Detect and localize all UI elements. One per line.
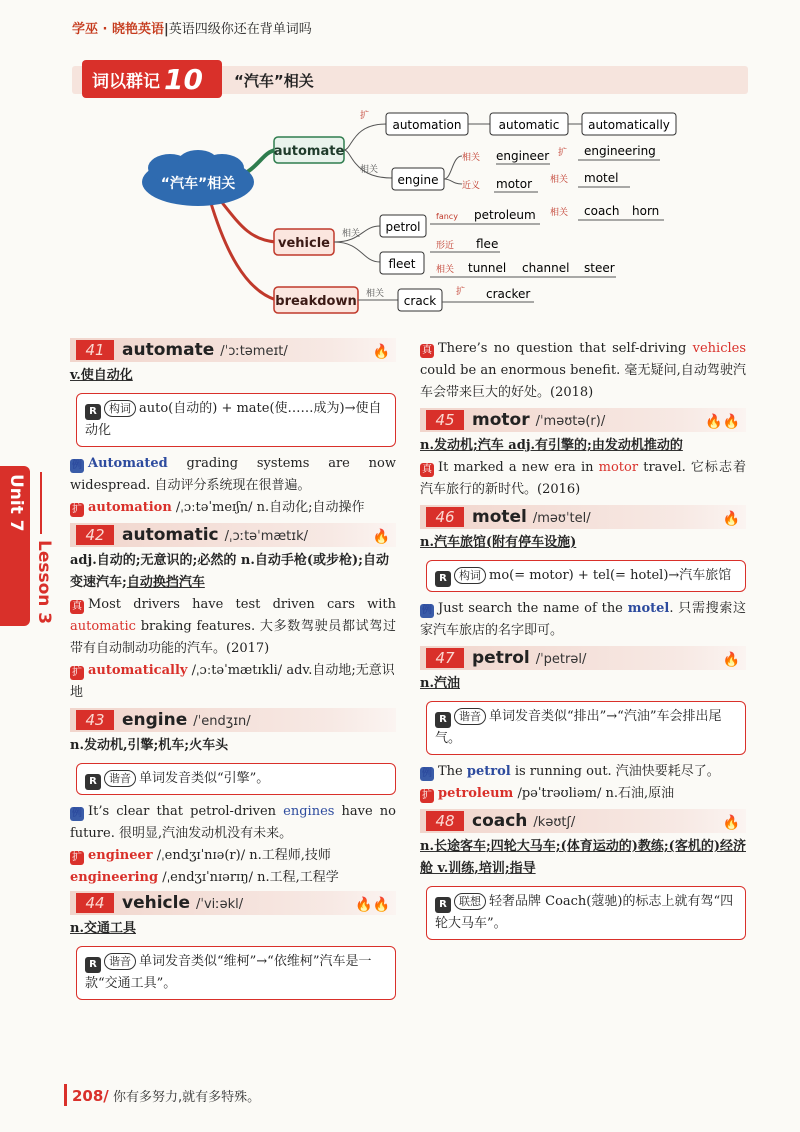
headword: automatic /ˌɔːtəˈmætɪk/: [122, 525, 309, 545]
mm-label-xiangguan-4: 相关: [342, 229, 361, 239]
word-number: 45: [426, 410, 464, 430]
word-header-45: [420, 408, 746, 432]
frequency-flame-icon: 🔥: [372, 529, 390, 545]
definition: n.发动机,引擎;机车;火车头: [70, 738, 229, 753]
memory-note: [426, 560, 746, 592]
word-header-43: [70, 708, 396, 732]
mm-steer: steer: [584, 261, 615, 275]
page-footer: [72, 1086, 260, 1105]
mm-petrol: petrol: [385, 220, 421, 234]
note-logo-icon: R: [85, 774, 101, 790]
mm-tunnel: tunnel: [468, 261, 507, 275]
note-tag: 联想: [454, 893, 486, 910]
definition: adj.自动的;无意识的;必然的 n.自动手枪(或步枪);自动变速汽车;自动换挡汽车: [70, 553, 389, 590]
word-number: 48: [426, 811, 464, 831]
word-number: 47: [426, 648, 464, 668]
frequency-flame-icon: 🔥🔥: [355, 897, 390, 913]
mm-label-xingjin: 形近: [436, 241, 455, 251]
mm-label-kuo-1: 扩: [360, 111, 370, 121]
note-text: auto(自动的) + mate(使……成为)→使自动化: [85, 401, 382, 438]
brand-name: 学巫 · 晓艳英语: [72, 22, 164, 37]
word-header-48: [420, 809, 746, 833]
mm-label-xiangguan-1: 相关: [360, 165, 379, 175]
mm-motor: motor: [496, 177, 533, 191]
headword: coach /kəʊtʃ/: [472, 811, 576, 831]
example: 例 Automated grading systems are now widespread. 自动评分系统现在很普遍。: [70, 456, 396, 493]
branch-line-vehicle: [220, 200, 276, 242]
mm-label-kuo-2: 扩: [558, 148, 568, 158]
mm-label-xiangguan-6: 相关: [436, 265, 455, 275]
extension-mark-icon: 扩: [422, 790, 432, 801]
note-logo-icon: R: [85, 404, 101, 420]
mm-label-xiangguan-2: 相关: [462, 153, 481, 163]
definition: v.使自动化: [70, 368, 133, 383]
exam-mark-icon: 真: [422, 345, 432, 356]
note-text: mo(= motor) + tel(= hotel)→汽车旅馆: [489, 568, 732, 583]
word-number: 41: [76, 340, 114, 360]
note-tag: 谐音: [104, 770, 136, 787]
branch-line-breakdown: [210, 200, 276, 300]
extension-mark-icon: 扩: [72, 667, 82, 678]
word-header-42: [70, 523, 396, 547]
example: 真 There’s no question that self-driving vehicles could be an enormous benefit. 毫无疑问,自动驾驶汽车会带来巨大的好处。(2018): [420, 341, 746, 400]
center-label: “汽车”相关: [160, 176, 236, 192]
mind-map: [0, 96, 800, 328]
extension: 扩 automatically /ˌɔːtəˈmætɪkli/ adv.自动地;无意识地: [70, 663, 395, 700]
headword: motor /ˈməʊtə(r)/: [472, 410, 606, 430]
note-tag: 构词: [104, 400, 136, 417]
word-header-46: [420, 505, 746, 529]
hub-vehicle-label: vehicle: [278, 236, 330, 251]
footer-bar: [64, 1084, 67, 1106]
mm-label-kuo-3: 扩: [456, 287, 466, 297]
mm-motel: motel: [584, 171, 619, 185]
phonetic: /ˈɔːtəmeɪt/: [220, 344, 288, 359]
unit-label: Unit 7: [6, 474, 26, 532]
example-mark-icon: 例: [422, 605, 432, 616]
left-column: [70, 338, 396, 1006]
mm-automatically: automatically: [588, 118, 670, 132]
example: 真 Most drivers have test driven cars with automatic braking features. 大多数驾驶员都试驾过带有自动制动功能的汽车。(2017): [70, 597, 396, 656]
frequency-flame-icon: 🔥: [722, 652, 740, 668]
headword: motel /məʊˈtel/: [472, 507, 591, 527]
section-tag-number: 10: [164, 62, 203, 96]
note-tag: 谐音: [454, 708, 486, 725]
mm-label-fancy: fancy: [436, 212, 458, 221]
note-text: 单词发音类似“引擎”。: [139, 771, 270, 786]
word-header-41: [70, 338, 396, 362]
definition: n.发动机;汽车 adj.有引擎的;由发动机推动的: [420, 438, 683, 453]
extension: 扩 automation /ˌɔːtəˈmeɪʃn/ n.自动化;自动操作: [72, 500, 365, 515]
definition: n.长途客车;四轮大马车;(体育运动的)教练;(客机的)经济舱 v.训练,培训;指导: [420, 839, 746, 876]
exam-mark-icon: 真: [422, 464, 432, 475]
word-header-44: [70, 891, 396, 915]
hub-automate-label: automate: [273, 144, 345, 159]
note-text: 轻奢品牌 Coach(蔻驰)的标志上就有驾“四轮大马车”。: [435, 894, 734, 931]
book-title: 英语四级你还在背单词吗: [168, 22, 312, 37]
memory-note: [76, 946, 396, 1000]
memory-note: [76, 763, 396, 795]
mm-label-jinyi: 近义: [462, 181, 481, 191]
hub-breakdown-label: breakdown: [275, 294, 357, 309]
mm-engineer: engineer: [496, 149, 550, 163]
extension-mark-icon: 扩: [72, 852, 82, 863]
example: 例 It’s clear that petrol-driven engines have no future. 很明显,汽油发动机没有未来。: [70, 804, 397, 841]
extension: 扩 petroleum /pəˈtrəʊliəm/ n.石油,原油: [422, 786, 675, 801]
headword: [122, 338, 288, 364]
frequency-flame-icon: 🔥: [722, 815, 740, 831]
example-mark-icon: 例: [72, 808, 82, 819]
mm-engine: engine: [397, 173, 439, 187]
section-title: “汽车”相关: [234, 72, 314, 90]
note-logo-icon: R: [435, 712, 451, 728]
mm-automation: automation: [392, 118, 462, 132]
extension: 扩 engineer /ˌendʒɪˈnɪə(r)/ n.工程师,技师: [72, 848, 331, 863]
page-number: 208/: [72, 1087, 109, 1105]
mm-horn: horn: [632, 204, 660, 218]
section-tag-label: 词以群记: [92, 71, 160, 92]
mm-petroleum: petroleum: [474, 208, 536, 222]
example-mark-icon: 例: [72, 460, 82, 471]
exam-mark-icon: 真: [72, 601, 82, 612]
phonetic: /məʊˈtel/: [532, 511, 591, 526]
note-logo-icon: R: [85, 957, 101, 973]
phonetic: /ˈməʊtə(r)/: [535, 414, 606, 429]
frequency-flame-icon: 🔥🔥: [705, 414, 740, 430]
word-number: 46: [426, 507, 464, 527]
lesson-divider: [40, 472, 42, 534]
phonetic: /ˈendʒɪn/: [193, 714, 251, 729]
note-text: 单词发音类似“维柯”→“依维柯”汽车是一款“交通工具”。: [85, 954, 372, 991]
mm-cracker: cracker: [486, 287, 531, 301]
word-header-47: [420, 646, 746, 670]
mm-flee: flee: [476, 237, 499, 251]
word-number: 43: [76, 710, 114, 730]
phonetic: /ˈpetrəl/: [535, 652, 587, 667]
right-column: [420, 338, 746, 946]
lesson-label: Lesson 3: [34, 540, 54, 625]
note-logo-icon: R: [435, 571, 451, 587]
headword: petrol /ˈpetrəl/: [472, 648, 587, 668]
phonetic: /ˌɔːtəˈmætɪk/: [224, 529, 309, 544]
note-tag: 谐音: [104, 953, 136, 970]
memory-note: [426, 886, 746, 940]
headword: vehicle /ˈviːəkl/: [122, 893, 244, 913]
example: 例 Just search the name of the motel. 只需搜索这家汽车旅店的名字即可。: [420, 601, 747, 638]
mm-fleet: fleet: [388, 257, 416, 271]
frequency-flame-icon: 🔥: [722, 511, 740, 527]
extension: engineering /ˌendʒɪˈnɪərɪŋ/ n.工程,工程学: [70, 870, 339, 885]
note-text: 单词发音类似“排出”→“汽油”车会排出尾气。: [435, 709, 722, 746]
phonetic: /ˈviːəkl/: [195, 897, 244, 912]
mm-label-xiangguan-7: 相关: [366, 289, 385, 299]
mm-engineering: engineering: [584, 144, 656, 158]
phonetic: /kəʊtʃ/: [533, 815, 576, 830]
brand-header: [72, 18, 312, 37]
mm-coach: coach: [584, 204, 620, 218]
mm-automatic: automatic: [498, 118, 560, 132]
definition: n.交通工具: [70, 921, 136, 936]
headword-text: automate: [122, 340, 215, 360]
section-tag: [82, 60, 222, 98]
extension-mark-icon: 扩: [72, 504, 82, 515]
mm-channel: channel: [522, 261, 570, 275]
footer-motto: 你有多努力,就有多特殊。: [112, 1090, 261, 1105]
example: 真 It marked a new era in motor travel. 它标志着汽车旅行的新时代。(2016): [420, 460, 746, 497]
mm-crack: crack: [403, 294, 437, 308]
header-separator: |: [164, 22, 169, 37]
memory-note: [76, 393, 396, 447]
memory-note: [426, 701, 746, 755]
mm-label-xiangguan-5: 相关: [550, 208, 569, 218]
mm-label-xiangguan-3: 相关: [550, 175, 569, 185]
definition: n.汽油: [420, 676, 460, 691]
frequency-flame-icon: 🔥: [372, 344, 390, 360]
example-mark-icon: 例: [422, 768, 432, 779]
headword: engine /ˈendʒɪn/: [122, 710, 251, 730]
word-number: 44: [76, 893, 114, 913]
definition: n.汽车旅馆(附有停车设施): [420, 535, 577, 550]
note-tag: 构词: [454, 567, 486, 584]
word-number: 42: [76, 525, 114, 545]
note-logo-icon: R: [435, 897, 451, 913]
example: 例 The petrol is running out. 汽油快要耗尽了。: [422, 764, 720, 779]
